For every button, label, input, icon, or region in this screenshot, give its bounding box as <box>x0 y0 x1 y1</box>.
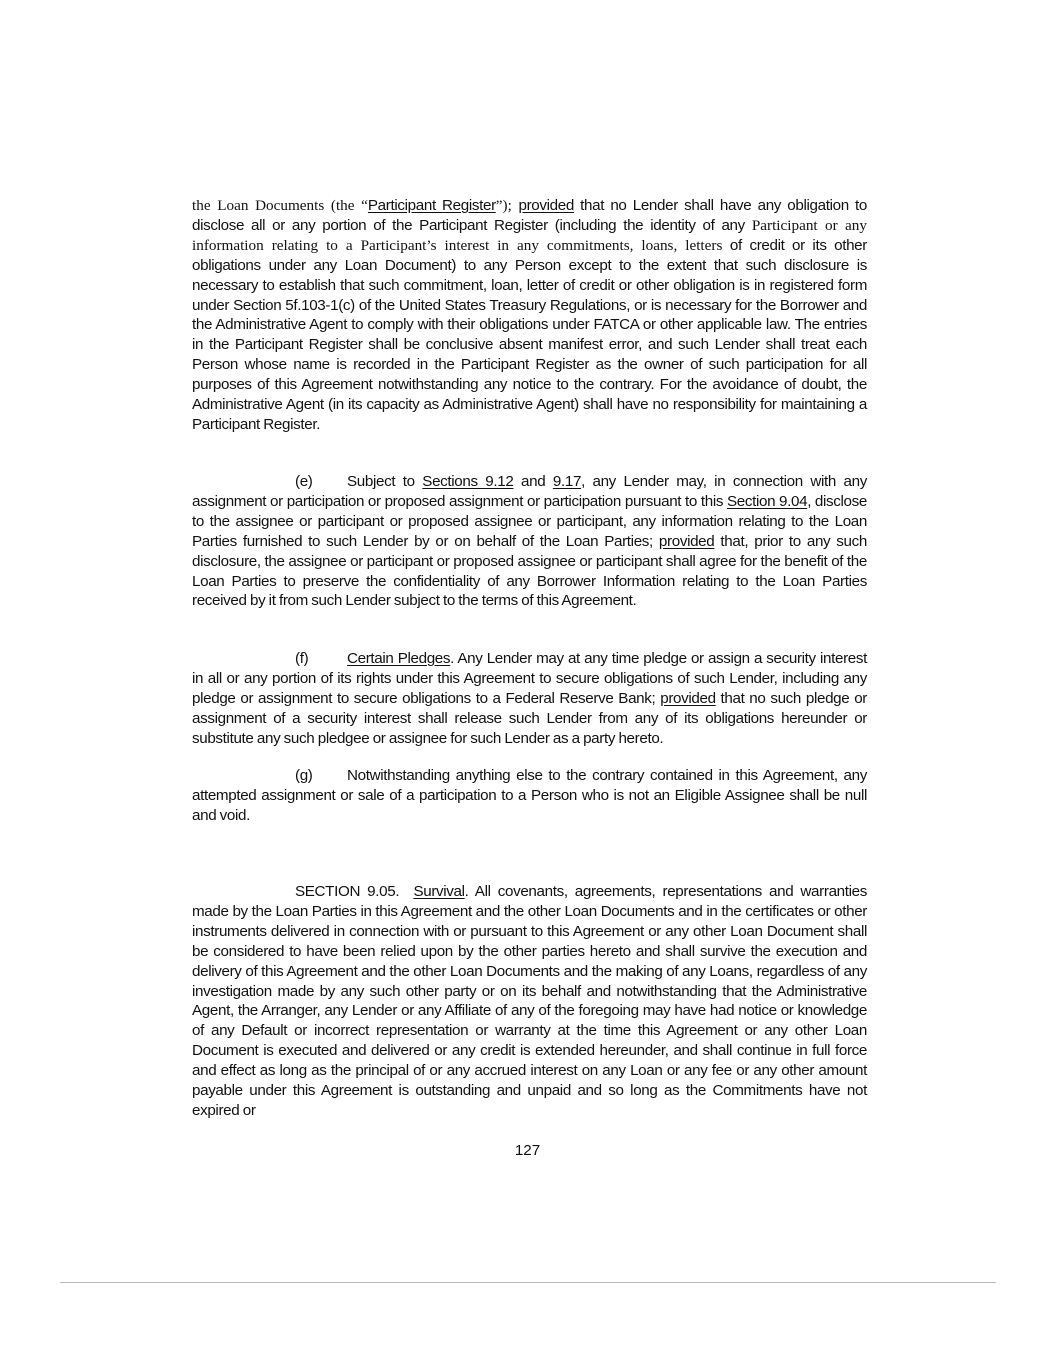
page-number: 127 <box>514 1142 541 1159</box>
paragraph-text: Notwithstanding anything else to the contrary contained in this Agreement, any attempted assignment or sale of a participation to a Person who is not an Eligible Assignee shall be null and void. <box>192 767 867 824</box>
section-reference-9-12: Sections 9.12 <box>422 473 514 490</box>
paragraph-text: , disclose to the assignee or participant or proposed assignee or participant, any information relating to the Loan Parties furnished to such Lender by or on behalf of the Loan Parties; <box>192 492 867 550</box>
term-provided: provided <box>658 532 715 550</box>
paragraph-text: and <box>513 473 553 490</box>
serif-after-term: ”); <box>495 197 519 214</box>
section-label: SECTION 9.05. <box>295 883 400 900</box>
section-9-05 <box>192 882 867 1121</box>
footer-divider <box>60 1282 996 1283</box>
paragraph-text: that no Lender shall have any obligation to disclose all or any portion of the Participant Register (including the identity of any <box>192 197 867 234</box>
heading-survival: Survival <box>413 883 465 900</box>
serif-line: Participant or any information relating to a Participant’s interest in any commitments, loans, letters <box>192 216 867 254</box>
subsection-label: (e) <box>295 473 313 490</box>
paragraph-e <box>192 472 867 611</box>
paragraph-participant-register <box>192 196 867 435</box>
paragraph-text: of credit or its other obligations under any Loan Document) to any Person except to the extent that such disclosure is necessary to establish that such commitment, loan, letter of credit or other obligation is in registered form under Section 5f.103-1(c) of the United States Treasury Regulations, or is necessary for the Borrower and the Administrative Agent to comply with their obligations under FATCA or other applicable law. The entries in the Participant Register shall be conclusive absent manifest error, and such Lender shall treat each Person whose name is recorded in the Participant Register as the owner of such participation for all purposes of this Agreement notwithstanding any notice to the contrary. For the avoidance of doubt, the Administrative Agent (in its capacity as Administrative Agent) shall have no responsibility for maintaining a Participant Register. <box>192 236 867 433</box>
subsection-label: (g) <box>295 767 313 784</box>
term-provided: provided <box>518 197 574 214</box>
paragraph-text: , any Lender may, in connection with any assignment or participation or proposed assignment or participation pursuant to this <box>192 473 867 510</box>
term-provided: provided <box>660 689 716 707</box>
paragraph-text: . All covenants, agreements, representations and warranties made by the Loan Parties in this Agreement and the other Loan Documents and in the certificates or other instruments delivered in connection with or pursuant to this Agreement or any other Loan Document shall be considered to have been relied upon by the other parties hereto and shall survive the execution and delivery of this Agreement and the other Loan Documents and the making of any Loans, regardless of any investigation made by any such other party or on its behalf and notwithstanding that the Administrative Agent, the Arranger, any Lender or any Affiliate of any of the foregoing may have had notice or knowledge of any Default or incorrect representation or warranty at the time this Agreement or any other Loan Document is executed and delivered or any credit is extended hereunder, and shall continue in full force and effect as long as the principal of or any accrued interest on any Loan or any fee or any other amount payable under this Agreement is outstanding and unpaid and so long as the Commitments have not expired or <box>192 883 867 1119</box>
paragraph-text: that no such pledge or assignment of a security interest shall release such Lender from any of its obligations hereunder or substitute any such pledgee or assignee for such Lender as a party hereto. <box>192 689 867 747</box>
heading-certain-pledges: Certain Pledges <box>347 650 451 667</box>
serif-lead: the Loan Documents (the “ <box>192 197 368 214</box>
paragraph-g <box>192 766 867 826</box>
paragraph-text: Subject to <box>347 473 423 490</box>
section-reference-9-17: 9.17 <box>552 473 582 490</box>
section-reference-9-04: Section 9.04 <box>726 492 808 510</box>
paragraph-f <box>192 649 867 749</box>
paragraph-text: that, prior to any such disclosure, the assignee or participant or proposed assignee or participant shall agree for the benefit of the Loan Parties to preserve the confidentiality of any Borrower Information relating to the Loan Parties received by it from such Lender subject to the terms of this Agreement. <box>192 532 867 610</box>
subsection-label: (f) <box>295 650 309 667</box>
term-participant-register: Participant Register <box>367 197 496 214</box>
paragraph-text: . Any Lender may at any time pledge or assign a security interest in all or any portion of its rights under this Agreement to secure obligations of such Lender, including any pledge or assignment to secure obligations to a Federal Reserve Bank; <box>192 650 867 707</box>
